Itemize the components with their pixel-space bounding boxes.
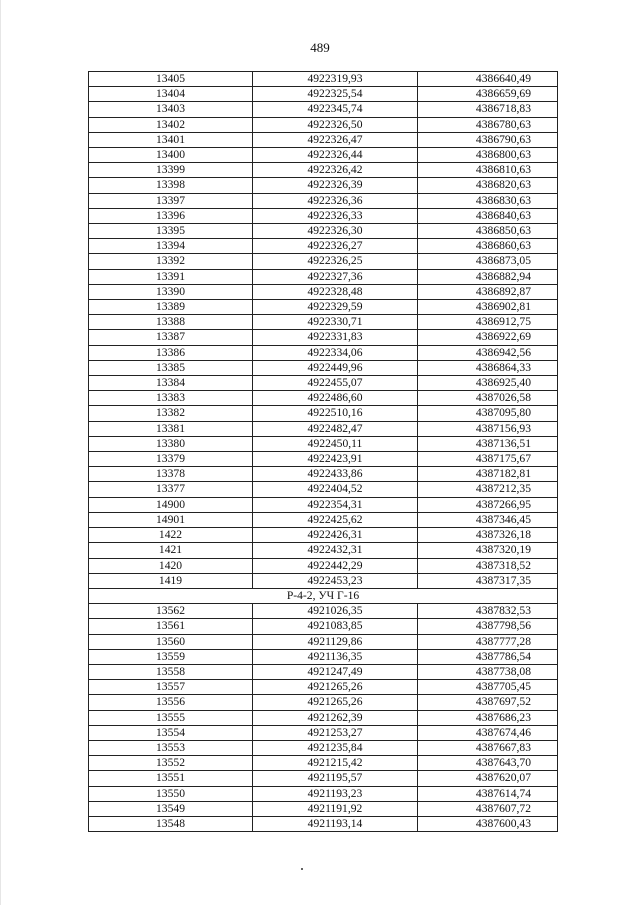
section-header-row <box>89 588 558 603</box>
table-row <box>89 360 558 375</box>
scan-speck <box>301 868 303 870</box>
y-coordinate-cell: 4386922,69 <box>418 330 558 345</box>
table-row <box>89 436 558 451</box>
y-coordinate-cell: 4387667,83 <box>418 740 558 755</box>
point-number-cell: 13560 <box>89 634 253 649</box>
x-coordinate-cell: 4922326,47 <box>253 132 418 147</box>
x-coordinate-cell: 4921136,35 <box>253 649 418 664</box>
table-row <box>89 208 558 223</box>
point-number-cell: 13551 <box>89 771 253 786</box>
table-row <box>89 178 558 193</box>
x-coordinate-cell: 4921262,39 <box>253 710 418 725</box>
x-coordinate-cell: 4922455,07 <box>253 376 418 391</box>
y-coordinate-cell: 4386790,63 <box>418 132 558 147</box>
y-coordinate-cell: 4386800,63 <box>418 148 558 163</box>
point-number-cell: 13389 <box>89 300 253 315</box>
point-number-cell: 13549 <box>89 801 253 816</box>
point-number-cell: 13558 <box>89 664 253 679</box>
point-number-cell: 13377 <box>89 482 253 497</box>
x-coordinate-cell: 4922453,23 <box>253 573 418 588</box>
table-row <box>89 239 558 254</box>
x-coordinate-cell: 4922442,29 <box>253 558 418 573</box>
x-coordinate-cell: 4922327,36 <box>253 269 418 284</box>
point-number-cell: 13390 <box>89 284 253 299</box>
table-row <box>89 619 558 634</box>
y-coordinate-cell: 4387346,45 <box>418 512 558 527</box>
y-coordinate-cell: 4387182,81 <box>418 467 558 482</box>
point-number-cell: 1422 <box>89 528 253 543</box>
point-number-cell: 13553 <box>89 740 253 755</box>
table-row <box>89 315 558 330</box>
y-coordinate-cell: 4386942,56 <box>418 345 558 360</box>
y-coordinate-cell: 4386659,69 <box>418 87 558 102</box>
point-number-cell: 14901 <box>89 512 253 527</box>
table-row <box>89 634 558 649</box>
table-row <box>89 376 558 391</box>
table-row <box>89 801 558 816</box>
point-number-cell: 13392 <box>89 254 253 269</box>
point-number-cell: 13556 <box>89 695 253 710</box>
table-row <box>89 512 558 527</box>
table-row <box>89 649 558 664</box>
point-number-cell: 13398 <box>89 178 253 193</box>
point-number-cell: 13383 <box>89 391 253 406</box>
y-coordinate-cell: 4386810,63 <box>418 163 558 178</box>
table-row <box>89 300 558 315</box>
point-number-cell: 1421 <box>89 543 253 558</box>
point-number-cell: 13387 <box>89 330 253 345</box>
point-number-cell: 13554 <box>89 725 253 740</box>
x-coordinate-cell: 4921026,35 <box>253 604 418 619</box>
table-row <box>89 117 558 132</box>
x-coordinate-cell: 4922326,44 <box>253 148 418 163</box>
x-coordinate-cell: 4922510,16 <box>253 406 418 421</box>
point-number-cell: 13557 <box>89 680 253 695</box>
x-coordinate-cell: 4922326,39 <box>253 178 418 193</box>
x-coordinate-cell: 4922326,25 <box>253 254 418 269</box>
x-coordinate-cell: 4922326,33 <box>253 208 418 223</box>
table-row <box>89 771 558 786</box>
y-coordinate-cell: 4387705,45 <box>418 680 558 695</box>
x-coordinate-cell: 4922326,50 <box>253 117 418 132</box>
table-row <box>89 558 558 573</box>
point-number-cell: 13379 <box>89 452 253 467</box>
table-row <box>89 664 558 679</box>
x-coordinate-cell: 4922325,54 <box>253 87 418 102</box>
y-coordinate-cell: 4386892,87 <box>418 284 558 299</box>
y-coordinate-cell: 4387786,54 <box>418 649 558 664</box>
point-number-cell: 13561 <box>89 619 253 634</box>
point-number-cell: 14900 <box>89 497 253 512</box>
y-coordinate-cell: 4387266,95 <box>418 497 558 512</box>
y-coordinate-cell: 4386780,63 <box>418 117 558 132</box>
x-coordinate-cell: 4922334,06 <box>253 345 418 360</box>
point-number-cell: 13395 <box>89 224 253 239</box>
table-row <box>89 756 558 771</box>
x-coordinate-cell: 4921083,85 <box>253 619 418 634</box>
x-coordinate-cell: 4922328,48 <box>253 284 418 299</box>
y-coordinate-cell: 4387614,74 <box>418 786 558 801</box>
x-coordinate-cell: 4921247,49 <box>253 664 418 679</box>
x-coordinate-cell: 4922423,91 <box>253 452 418 467</box>
point-number-cell: 13550 <box>89 786 253 801</box>
x-coordinate-cell: 4921265,26 <box>253 680 418 695</box>
point-number-cell: 13400 <box>89 148 253 163</box>
x-coordinate-cell: 4921265,26 <box>253 695 418 710</box>
table-row <box>89 269 558 284</box>
table-row <box>89 391 558 406</box>
point-number-cell: 13396 <box>89 208 253 223</box>
x-coordinate-cell: 4922449,96 <box>253 360 418 375</box>
point-number-cell: 13380 <box>89 436 253 451</box>
y-coordinate-cell: 4386864,33 <box>418 360 558 375</box>
x-coordinate-cell: 4921193,23 <box>253 786 418 801</box>
y-coordinate-cell: 4387686,23 <box>418 710 558 725</box>
point-number-cell: 13555 <box>89 710 253 725</box>
x-coordinate-cell: 4922330,71 <box>253 315 418 330</box>
point-number-cell: 13405 <box>89 72 253 87</box>
x-coordinate-cell: 4922326,27 <box>253 239 418 254</box>
y-coordinate-cell: 4387738,08 <box>418 664 558 679</box>
table-row <box>89 193 558 208</box>
y-coordinate-cell: 4387832,53 <box>418 604 558 619</box>
table-row <box>89 421 558 436</box>
x-coordinate-cell: 4922432,31 <box>253 543 418 558</box>
y-coordinate-cell: 4386860,63 <box>418 239 558 254</box>
x-coordinate-cell: 4922404,52 <box>253 482 418 497</box>
x-coordinate-cell: 4922426,31 <box>253 528 418 543</box>
coordinates-table-body <box>89 72 558 832</box>
table-row <box>89 740 558 755</box>
point-number-cell: 13404 <box>89 87 253 102</box>
x-coordinate-cell: 4921195,57 <box>253 771 418 786</box>
coordinates-table <box>88 71 558 832</box>
y-coordinate-cell: 4386718,83 <box>418 102 558 117</box>
x-coordinate-cell: 4922329,59 <box>253 300 418 315</box>
x-coordinate-cell: 4921215,42 <box>253 756 418 771</box>
y-coordinate-cell: 4387697,52 <box>418 695 558 710</box>
y-coordinate-cell: 4386902,81 <box>418 300 558 315</box>
x-coordinate-cell: 4921191,92 <box>253 801 418 816</box>
x-coordinate-cell: 4921253,27 <box>253 725 418 740</box>
table-row <box>89 528 558 543</box>
table-row <box>89 452 558 467</box>
y-coordinate-cell: 4387326,18 <box>418 528 558 543</box>
x-coordinate-cell: 4922326,42 <box>253 163 418 178</box>
y-coordinate-cell: 4387136,51 <box>418 436 558 451</box>
x-coordinate-cell: 4922326,30 <box>253 224 418 239</box>
point-number-cell: 1420 <box>89 558 253 573</box>
table-row <box>89 254 558 269</box>
point-number-cell: 13391 <box>89 269 253 284</box>
table-row <box>89 148 558 163</box>
page-number: 489 <box>310 40 330 55</box>
table-row <box>89 710 558 725</box>
table-row <box>89 573 558 588</box>
y-coordinate-cell: 4387095,80 <box>418 406 558 421</box>
y-coordinate-cell: 4387320,19 <box>418 543 558 558</box>
table-row <box>89 72 558 87</box>
y-coordinate-cell: 4387600,43 <box>418 816 558 831</box>
x-coordinate-cell: 4922326,36 <box>253 193 418 208</box>
table-row <box>89 224 558 239</box>
table-row <box>89 163 558 178</box>
y-coordinate-cell: 4387175,67 <box>418 452 558 467</box>
x-coordinate-cell: 4922331,83 <box>253 330 418 345</box>
y-coordinate-cell: 4387607,72 <box>418 801 558 816</box>
y-coordinate-cell: 4386820,63 <box>418 178 558 193</box>
point-number-cell: 13552 <box>89 756 253 771</box>
point-number-cell: 13402 <box>89 117 253 132</box>
table-row <box>89 543 558 558</box>
x-coordinate-cell: 4922486,60 <box>253 391 418 406</box>
y-coordinate-cell: 4386850,63 <box>418 224 558 239</box>
point-number-cell: 13394 <box>89 239 253 254</box>
table-row <box>89 482 558 497</box>
x-coordinate-cell: 4922450,11 <box>253 436 418 451</box>
y-coordinate-cell: 4387620,07 <box>418 771 558 786</box>
point-number-cell: 13562 <box>89 604 253 619</box>
table-row <box>89 406 558 421</box>
y-coordinate-cell: 4387674,46 <box>418 725 558 740</box>
table-row <box>89 695 558 710</box>
y-coordinate-cell: 4386840,63 <box>418 208 558 223</box>
y-coordinate-cell: 4387777,28 <box>418 634 558 649</box>
y-coordinate-cell: 4387318,52 <box>418 558 558 573</box>
table-row <box>89 467 558 482</box>
y-coordinate-cell: 4386882,94 <box>418 269 558 284</box>
point-number-cell: 13548 <box>89 816 253 831</box>
table-row <box>89 284 558 299</box>
point-number-cell: 13382 <box>89 406 253 421</box>
table-row <box>89 330 558 345</box>
x-coordinate-cell: 4922354,31 <box>253 497 418 512</box>
x-coordinate-cell: 4922482,47 <box>253 421 418 436</box>
y-coordinate-cell: 4386925,40 <box>418 376 558 391</box>
y-coordinate-cell: 4386640,49 <box>418 72 558 87</box>
y-coordinate-cell: 4386912,75 <box>418 315 558 330</box>
point-number-cell: 13403 <box>89 102 253 117</box>
point-number-cell: 13386 <box>89 345 253 360</box>
y-coordinate-cell: 4386830,63 <box>418 193 558 208</box>
y-coordinate-cell: 4387156,93 <box>418 421 558 436</box>
point-number-cell: 13378 <box>89 467 253 482</box>
table-row <box>89 786 558 801</box>
table-row <box>89 680 558 695</box>
point-number-cell: 13559 <box>89 649 253 664</box>
x-coordinate-cell: 4922345,74 <box>253 102 418 117</box>
table-row <box>89 132 558 147</box>
y-coordinate-cell: 4387212,35 <box>418 482 558 497</box>
y-coordinate-cell: 4387798,56 <box>418 619 558 634</box>
point-number-cell: 13401 <box>89 132 253 147</box>
y-coordinate-cell: 4386873,05 <box>418 254 558 269</box>
table-row <box>89 816 558 831</box>
point-number-cell: 1419 <box>89 573 253 588</box>
table-row <box>89 87 558 102</box>
x-coordinate-cell: 4921235,84 <box>253 740 418 755</box>
y-coordinate-cell: 4387643,70 <box>418 756 558 771</box>
y-coordinate-cell: 4387317,35 <box>418 573 558 588</box>
point-number-cell: 13397 <box>89 193 253 208</box>
scan-edge-line <box>0 0 1 905</box>
point-number-cell: 13385 <box>89 360 253 375</box>
table-row <box>89 604 558 619</box>
table-row <box>89 497 558 512</box>
x-coordinate-cell: 4922319,93 <box>253 72 418 87</box>
y-coordinate-cell: 4387026,58 <box>418 391 558 406</box>
x-coordinate-cell: 4922433,86 <box>253 467 418 482</box>
x-coordinate-cell: 4921129,86 <box>253 634 418 649</box>
x-coordinate-cell: 4922425,62 <box>253 512 418 527</box>
point-number-cell: 13399 <box>89 163 253 178</box>
table-row <box>89 725 558 740</box>
point-number-cell: 13384 <box>89 376 253 391</box>
point-number-cell: 13388 <box>89 315 253 330</box>
table-row <box>89 345 558 360</box>
section-label: Р-4-2, УЧ Г-16 <box>89 588 558 603</box>
point-number-cell: 13381 <box>89 421 253 436</box>
table-row <box>89 102 558 117</box>
x-coordinate-cell: 4921193,14 <box>253 816 418 831</box>
